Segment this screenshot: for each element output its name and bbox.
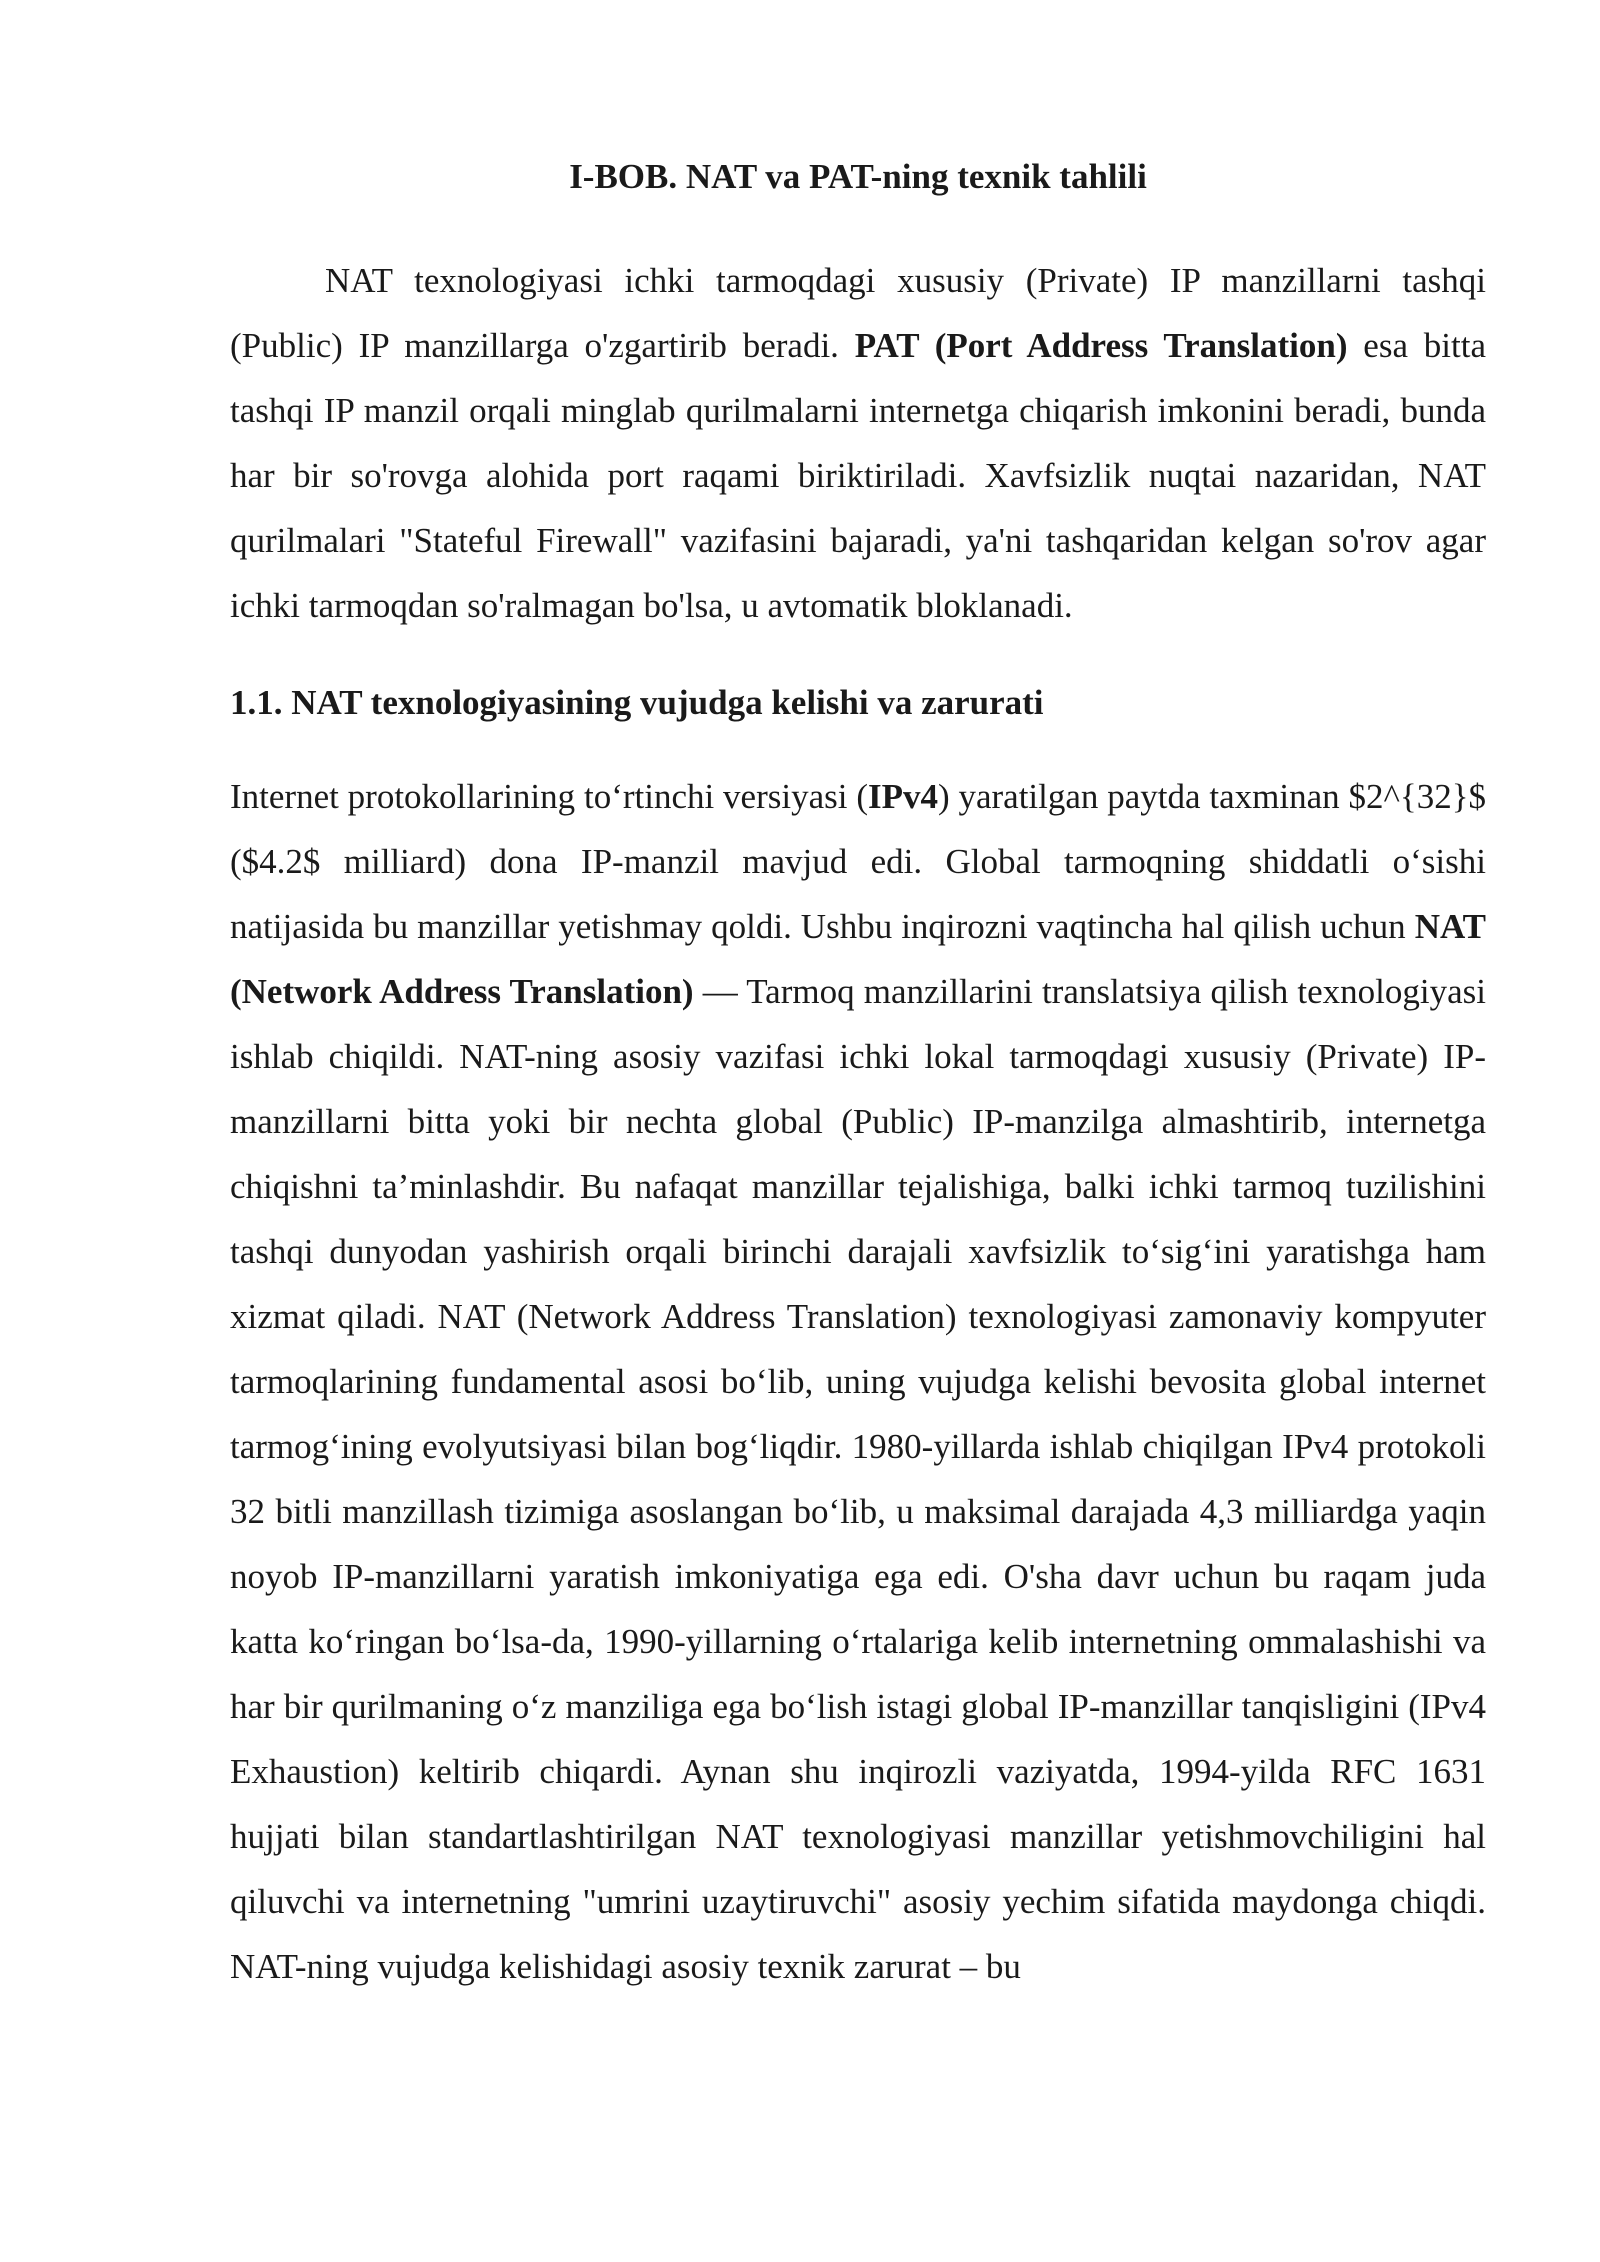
section-title: 1.1. NAT texnologiyasining vujudga kelishi va zarurati	[230, 683, 1044, 722]
body-text-2: ) yaratilgan paytda taxminan $2^{32}$ ($4.2$ milliard) dona IP-manzil mavjud edi. Global tarmoqning shiddatli o‘sishi natijasida bu manzillar yetishmay qoldi. Ushbu inqirozni vaqtincha hal qilish uchun	[230, 777, 1486, 946]
intro-bold-pat: PAT (Port Address Translation)	[854, 326, 1348, 365]
intro-text-2: esa bitta tashqi IP manzil orqali minglab qurilmalarni internetga chiqarish imkonini beradi, bunda har bir so'rovga alohida port raqami biriktiriladi. Xavfsizlik nuqtai nazaridan, NAT qurilmalari "Stateful Firewall" vazifasini bajaradi, ya'ni tashqaridan kelgan so'rov agar ichki tarmoqdan so'ralmagan bo'lsa, u avtomatik bloklanadi.	[230, 326, 1486, 625]
intro-text-1: NAT texnologiyasi ichki tarmoqdagi xususiy (Private) IP manzillarni tashqi (Public) IP manzillarga o'zgartirib beradi.	[230, 261, 1486, 365]
body-bold-ipv4: IPv4	[867, 777, 938, 816]
chapter-title: I-BOB. NAT va PAT-ning texnik tahlili	[569, 157, 1147, 196]
body-bold-nat: NAT (Network Address Translation)	[230, 907, 1486, 1011]
body-text-1: Internet protokollarining to‘rtinchi versiyasi (	[230, 777, 868, 816]
body-paragraph	[230, 764, 1486, 1999]
intro-paragraph	[230, 248, 1486, 638]
body-text-3: — Tarmoq manzillarini translatsiya qilish texnologiyasi ishlab chiqildi. NAT-ning asosiy vazifasi ichki lokal tarmoqdagi xususiy (Private) IP-manzillarni bitta yoki bir nechta global (Public) IP-manzilga almashtirib, internetga chiqishni ta’minlashdir. Bu nafaqat manzillar tejalishiga, balki ichki tarmoq tuzilishini tashqi dunyodan yashirish orqali birinchi darajali xavfsizlik to‘sig‘ini yaratishga ham xizmat qiladi. NAT (Network Address Translation) texnologiyasi zamonaviy kompyuter tarmoqlarining fundamental asosi bo‘lib, uning vujudga kelishi bevosita global internet tarmog‘ining evolyutsiyasi bilan bog‘liqdir. 1980-yillarda ishlab chiqilgan IPv4 protokoli 32 bitli manzillash tizimiga asoslangan bo‘lib, u maksimal darajada 4,3 milliardga yaqin noyob IP-manzillarni yaratish imkoniyatiga ega edi. O'sha davr uchun bu raqam juda katta ko‘ringan bo‘lsa-da, 1990-yillarning o‘rtalariga kelib internetning ommalashishi va har bir qurilmaning o‘z manziliga ega bo‘lish istagi global IP-manzillar tanqisligini (IPv4 Exhaustion) keltirib chiqardi. Aynan shu inqirozli vaziyatda, 1994-yilda RFC 1631 hujjati bilan standartlashtirilgan NAT texnologiyasi manzillar yetishmovchiligini hal qiluvchi va internetning "umrini uzaytiruvchi" asosiy yechim sifatida maydonga chiqdi. NAT-ning vujudga kelishidagi asosiy texnik zarurat – bu	[230, 972, 1486, 1986]
document-page	[230, 150, 1486, 1999]
